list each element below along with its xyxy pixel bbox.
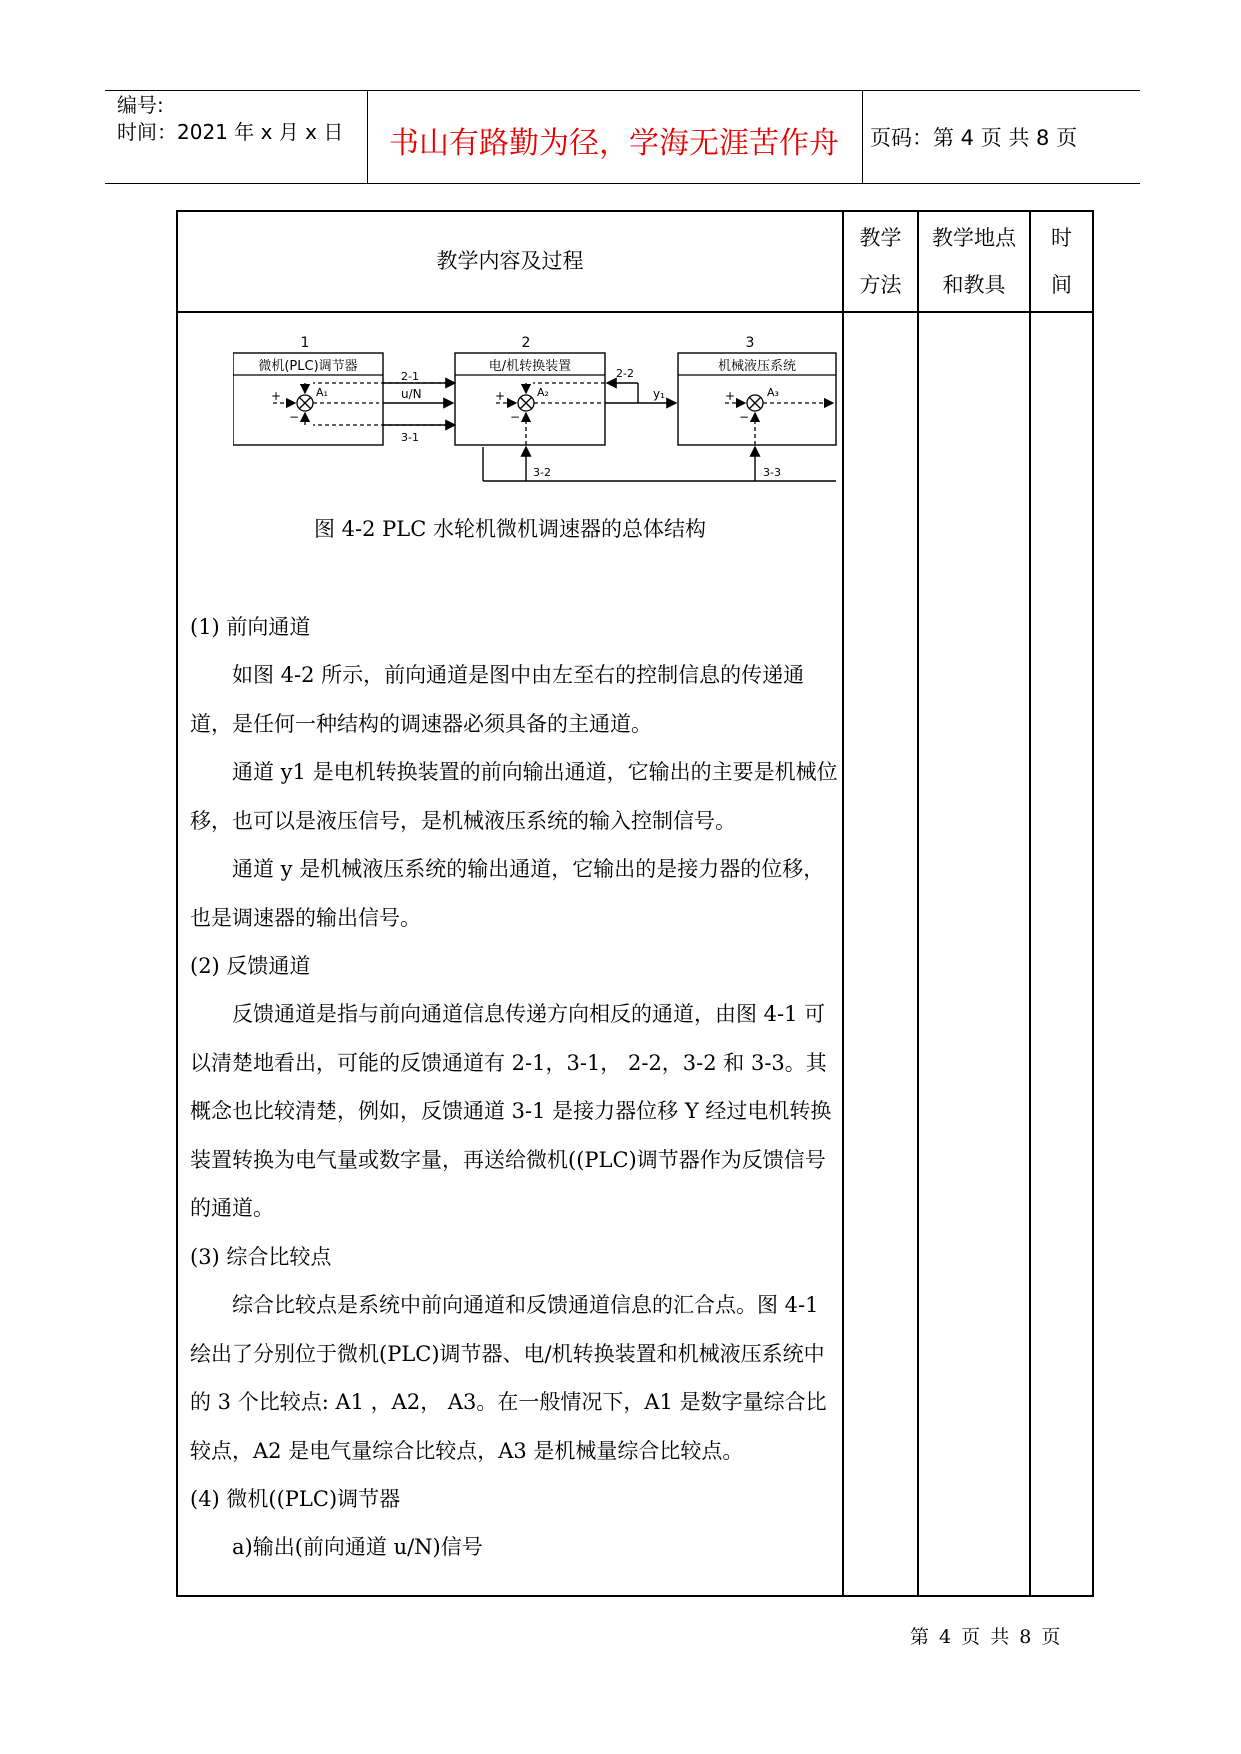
method-cell — [843, 312, 918, 1596]
time-cell — [1030, 312, 1093, 1596]
doc-time-label: 时间：2021 年 x 月 x 日 — [117, 120, 344, 144]
signal-2-1: 2-1 — [401, 370, 419, 383]
section-heading-regulator: (4) 微机((PLC)调节器 — [190, 1487, 401, 1511]
signal-y1: y₁ — [653, 387, 665, 401]
block1-number: 1 — [300, 335, 310, 351]
header-meta — [117, 92, 343, 146]
col-header-time: 时 间 — [1030, 211, 1093, 312]
svg-text:+: + — [495, 389, 506, 403]
section-heading-comparison: (3) 综合比较点 — [190, 1245, 332, 1269]
comparator-a2: A₂ — [537, 386, 549, 399]
table-header-row — [177, 211, 1093, 312]
figure-caption: 图 4-2 PLC 水轮机微机调速器的总体结构 — [314, 517, 706, 541]
content-cell — [177, 312, 843, 1596]
para-comparison: 综合比较点是系统中前向通道和反馈通道信息的汇合点。图 4-1 绘出了分别位于微机(PLC)调节器、电/机转换装置和机械液压系统中的 3 个比较点: A1 ，A2， A3。在一般情况下，A1 是数字量综合比较点，A2 是电气量综合比较点，A3 是机械量综合比较点。 — [190, 1293, 827, 1463]
doc-number-label: 编号: — [117, 93, 164, 117]
page-header — [105, 90, 1140, 184]
header-top-rule — [105, 90, 1140, 91]
block2-label: 电/机转换装置 — [488, 359, 572, 374]
signal-2-2: 2-2 — [616, 367, 634, 380]
svg-text:−: − — [510, 410, 521, 424]
header-bottom-rule — [105, 183, 1140, 184]
svg-text:−: − — [739, 410, 750, 424]
header-page-number: 页码：第 4 页 共 8 页 — [870, 126, 1078, 150]
signal-3-2: 3-2 — [533, 466, 551, 479]
para-feedback: 反馈通道是指与前向通道信息传递方向相反的通道，由图 4-1 可以清楚地看出，可能的反馈通道有 2-1，3-1， 2-2，3-2 和 3-3。其概念也比较清楚，例如，反馈通道 3-1 是接力器位移 Y 经过电机转换装置转换为电气量或数字量，再送给微机((PLC)调节器作为反馈信号的通道。 — [190, 1002, 832, 1220]
signal-u-n: u/N — [401, 387, 422, 401]
para-forward-2: 通道 y1 是电机转换装置的前向输出通道，它输出的主要是机械位移，也可以是液压信号，是机械液压系统的输入控制信号。 — [190, 760, 838, 833]
footer-page-number: 第 4 页 共 8 页 — [910, 1626, 1063, 1648]
block3-number: 3 — [745, 335, 755, 351]
governor-structure-diagram — [233, 333, 838, 493]
header-divider-right — [862, 90, 863, 184]
signal-3-3: 3-3 — [763, 466, 781, 479]
lesson-table — [176, 210, 1094, 1597]
col-header-content: 教学内容及过程 — [177, 211, 843, 312]
comparator-a1: A₁ — [316, 386, 328, 399]
svg-text:+: + — [725, 389, 736, 403]
place-cell — [918, 312, 1030, 1596]
col-header-place: 教学地点 和教具 — [918, 211, 1030, 312]
svg-text:−: − — [289, 410, 300, 424]
svg-text:+: + — [271, 389, 282, 403]
block1-label: 微机(PLC)调节器 — [258, 359, 358, 374]
section-heading-feedback: (2) 反馈通道 — [190, 954, 311, 978]
para-forward-3: 通道 y 是机械液压系统的输出通道，它输出的是接力器的位移，也是调速器的输出信号。 — [190, 857, 825, 930]
col-header-method: 教学 方法 — [843, 211, 918, 312]
comparator-a3: A₃ — [767, 386, 779, 399]
para-regulator-output: a)输出(前向通道 u/N)信号 — [232, 1535, 483, 1559]
header-motto: 书山有路勤为径，学海无涯苦作舟 — [389, 126, 839, 161]
header-divider-left — [367, 90, 368, 184]
block3-label: 机械液压系统 — [717, 359, 797, 374]
table-body-row — [177, 312, 1093, 1596]
block2-number: 2 — [521, 335, 531, 351]
signal-3-1: 3-1 — [401, 431, 419, 444]
para-forward-1: 如图 4-2 所示，前向通道是图中由左至右的控制信息的传递通道，是任何一种结构的调速器必须具备的主通道。 — [190, 663, 805, 736]
section-heading-forward: (1) 前向通道 — [190, 615, 311, 639]
